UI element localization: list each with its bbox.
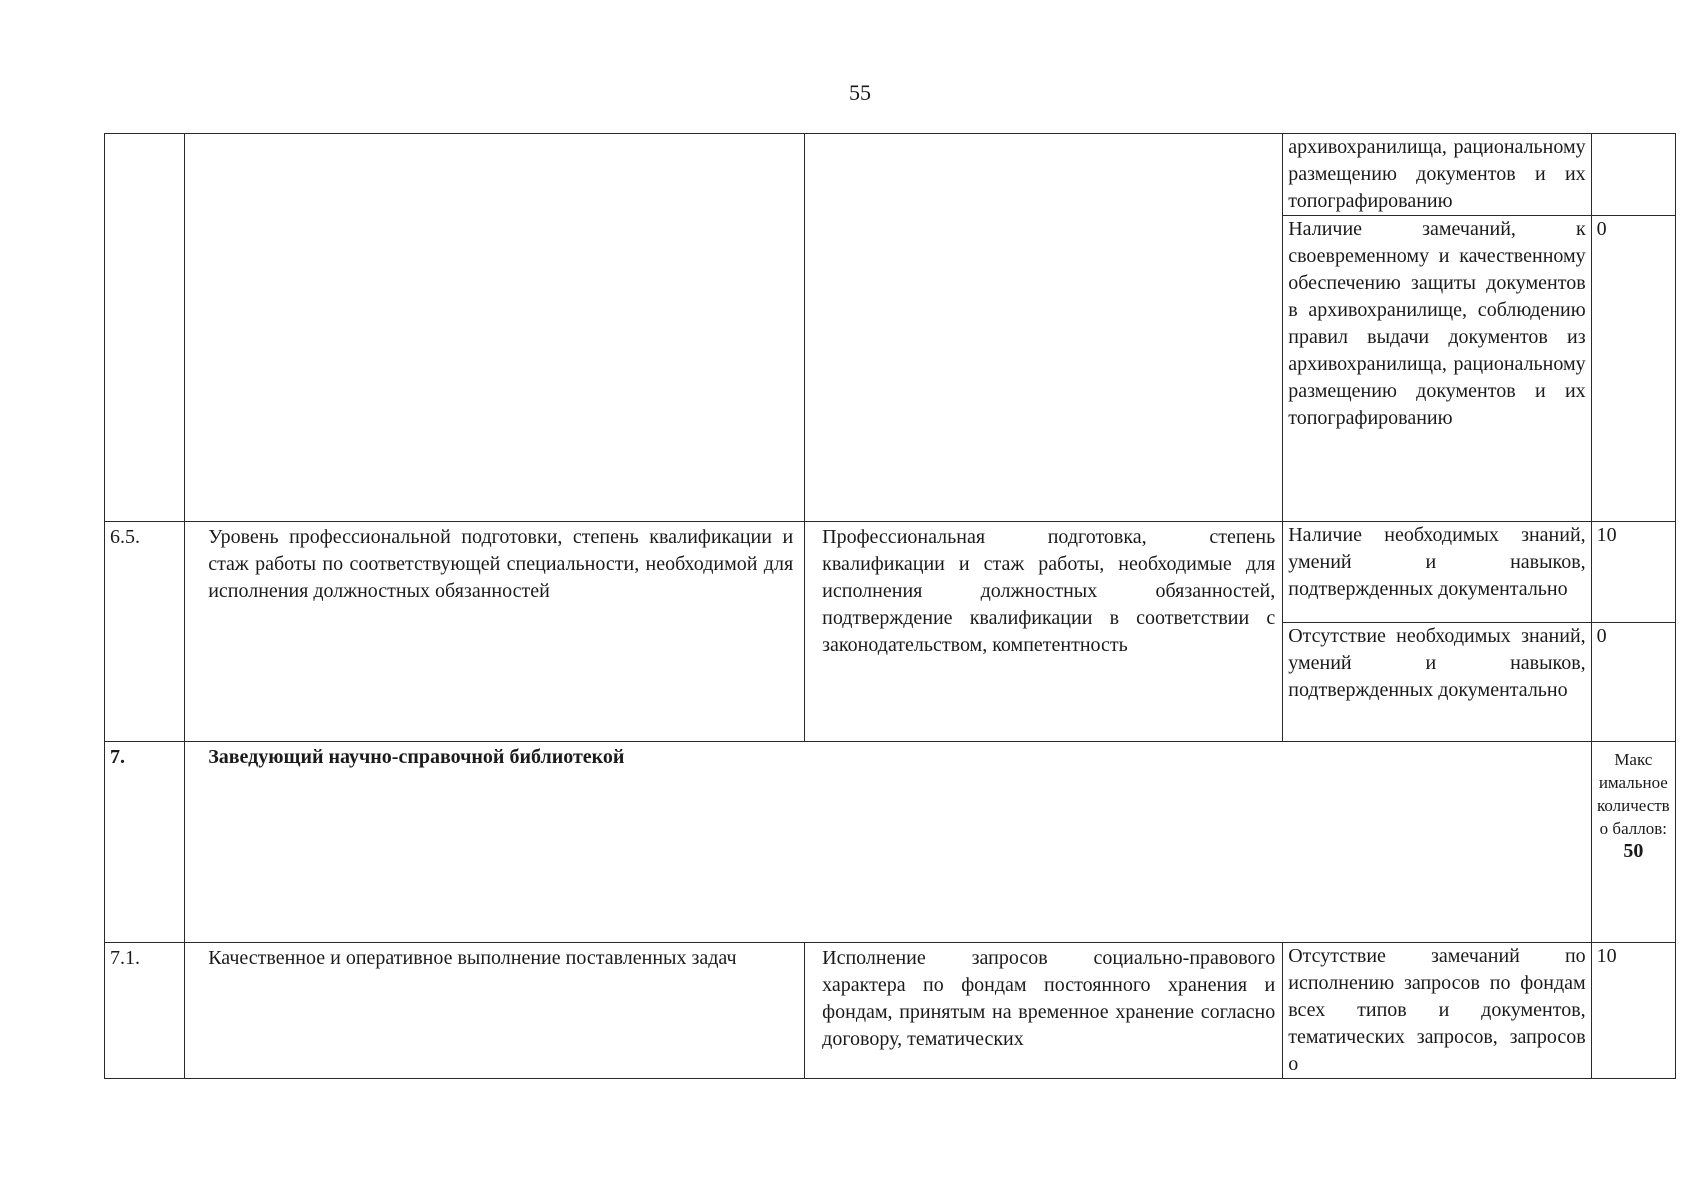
item-number: 7.1. bbox=[110, 947, 140, 969]
cell-name bbox=[185, 943, 805, 1079]
cell-criteria bbox=[805, 522, 1283, 742]
cell-number bbox=[105, 943, 185, 1079]
cell-indicator bbox=[1283, 522, 1591, 623]
cell-number-empty bbox=[105, 134, 185, 522]
cell-points: 10 bbox=[1591, 522, 1675, 623]
item-name: Уровень профессиональной подготовки, степень квалификации и стаж работы по соответствующей специальности, необходимой для исполнения должностных обязанностей bbox=[208, 526, 794, 602]
item-criteria: Исполнение запросов социально-правового характера по фондам постоянного хранения и фондам, принятым на временное хранение согласно договору, тематических bbox=[822, 947, 1276, 1050]
table-row-section-7 bbox=[105, 742, 1676, 943]
indicator-text: архивохранилища, рациональному размещению документов и их топографированию bbox=[1288, 136, 1586, 212]
cell-points: 0 bbox=[1591, 216, 1675, 522]
cell-criteria-empty bbox=[805, 134, 1283, 522]
indicator-text: Отсутствие необходимых знаний, умений и навыков, подтвержденных документально bbox=[1288, 625, 1586, 701]
cell-max-points bbox=[1591, 742, 1675, 943]
item-name: Качественное и оперативное выполнение поставленных задач bbox=[208, 947, 737, 969]
item-criteria: Профессиональная подготовка, степень квалификации и стаж работы, необходимые для исполнения должностных обязанностей, подтверждение квалификации в соответствии с законодательством, компетентность bbox=[822, 526, 1276, 656]
cell-indicator bbox=[1283, 943, 1591, 1079]
evaluation-table bbox=[104, 133, 1676, 1079]
cell-number bbox=[105, 742, 185, 943]
section-number: 7. bbox=[110, 746, 125, 768]
item-number: 6.5. bbox=[110, 526, 140, 548]
table-row-6-5 bbox=[105, 522, 1676, 623]
cell-indicator bbox=[1283, 623, 1591, 742]
cell-points: 0 bbox=[1591, 623, 1675, 742]
page-number: 55 bbox=[849, 80, 871, 105]
cell-points bbox=[1591, 134, 1675, 216]
cell-number bbox=[105, 522, 185, 742]
table-row-continuation bbox=[105, 134, 1676, 216]
indicator-text: Наличие замечаний, к своевременному и качественному обеспечению защиты документов в архивохранилище, соблюдению правил выдачи документов из архивохранилища, рациональному размещению документов и их топографированию bbox=[1288, 218, 1586, 429]
cell-name-empty bbox=[185, 134, 805, 522]
cell-criteria bbox=[805, 943, 1283, 1079]
cell-indicator bbox=[1283, 134, 1591, 216]
table-row-7-1 bbox=[105, 943, 1676, 1079]
section-title: Заведующий научно-справочной библиотекой bbox=[208, 746, 625, 768]
cell-name bbox=[185, 522, 805, 742]
max-points-value: 50 bbox=[1623, 840, 1644, 862]
cell-points: 10 bbox=[1591, 943, 1675, 1079]
indicator-text: Отсутствие замечаний по исполнению запросов по фондам всех типов и документов, тематических запросов, запросов о bbox=[1288, 945, 1586, 1075]
cell-indicator bbox=[1283, 216, 1591, 522]
indicator-text: Наличие необходимых знаний, умений и навыков, подтвержденных документально bbox=[1288, 524, 1586, 600]
max-points-label: Макс имальное количество баллов: bbox=[1596, 750, 1670, 838]
cell-section-title bbox=[185, 742, 1591, 943]
